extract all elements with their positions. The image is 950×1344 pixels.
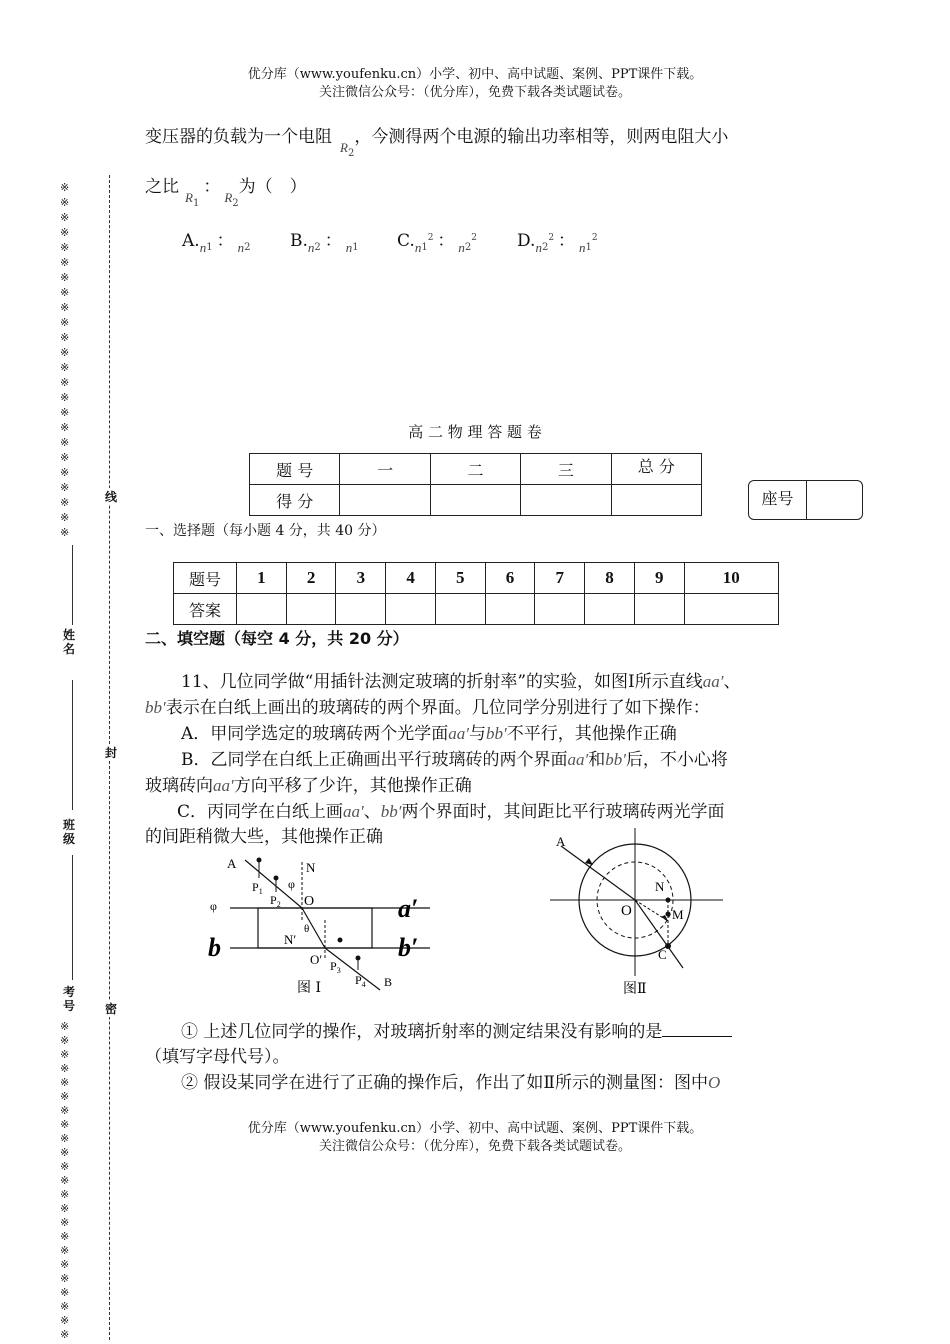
label-p3: $P_3$ [330,959,341,975]
margin-xian: 线 [105,490,118,504]
var-r: R [340,140,348,155]
colon: ： [324,231,342,251]
answer-table [173,562,779,625]
option-d[interactable] [517,226,598,256]
answer-cell[interactable] [535,594,585,625]
seat-input[interactable] [807,481,862,519]
pin-p3 [338,938,343,943]
var-sub: 1 [352,242,359,253]
var-sub: 2 [232,198,239,209]
var-sub: 2 [347,148,355,159]
answer-header-label: 题号 [174,563,237,594]
answer-cell[interactable] [435,594,485,625]
answer-cell[interactable] [286,594,336,625]
var-n: n [307,240,315,255]
score-input-cell[interactable] [430,485,520,516]
q11-text: 后，不小心将 [625,750,728,770]
q11-body [145,669,825,850]
colon: ： [558,231,576,251]
score-table [249,453,702,516]
label-p4: $P_4$ [355,973,366,989]
margin-class-label: 班级 [63,818,76,846]
label-phi: φ [288,877,295,891]
q11-option-c-line2: 的间距稍微大些，其他操作正确 [145,827,383,847]
option-label: B. [290,231,308,251]
label-a: A [227,856,237,871]
label-phi-left: φ [210,899,217,913]
label-p1: $P_1$ [252,880,263,896]
score-header-cell: 题 号 [250,454,340,485]
question-number: 2 [286,563,336,594]
score-header-cell: 二 [430,454,520,485]
score-input-cell[interactable] [611,485,701,516]
var-bb: bb′ [380,802,402,821]
q11-text: 不平行，其他操作正确 [506,724,677,744]
question-number: 3 [336,563,386,594]
var-aa: aa′ [702,672,724,691]
var-aa: aa′ [213,776,234,795]
q11-option-b-line2 [145,773,825,799]
footer-line-1: 优分库（www.youfenku.cn）小学、初中、高中试题、案例、PPT课件下载。 [247,1121,703,1136]
label-c: C [658,947,667,962]
q11-text: A．甲同学选定的玻璃砖两个光学面 [181,724,449,744]
margin-stars-top: ※※※※※※※※※※※※※※※※※※※※※※※※ [60,181,70,539]
answer-cell[interactable] [386,594,436,625]
figure-2 [545,826,735,998]
point-m [666,912,671,917]
question-number: 4 [386,563,436,594]
margin-name-label: 姓名 [63,628,76,656]
var-n: n [458,240,465,255]
sub-question-1 [145,1020,825,1045]
var-n: n [345,240,353,255]
question-number: 6 [485,563,535,594]
q10-paren: 为（ ） [238,177,307,197]
margin-rule [72,680,73,810]
var-sub: 2 [244,242,251,253]
score-input-cell[interactable] [340,485,430,516]
margin-rule [72,545,73,625]
label-b-point: B [384,975,393,989]
q11-text: ① 上述几位同学的操作，对玻璃折射率的测定结果没有影响的是 [181,1022,663,1042]
option-b[interactable] [290,226,359,256]
label-m: M [672,907,684,922]
answer-row-label: 答案 [174,594,237,625]
q11-option-c [145,799,825,825]
var-n: n [414,240,422,255]
header-line-1: 优分库（www.youfenku.cn）小学、初中、高中试题、案例、PPT课件下载。 [247,67,703,82]
answer-cell[interactable] [684,594,778,625]
option-label: D. [517,231,536,251]
var-n: n [579,240,586,255]
option-label: A. [182,231,200,251]
var-sub: 1 [421,242,428,253]
q11-text: 和 [588,750,606,770]
seat-box [748,480,863,520]
answer-cell[interactable] [485,594,535,625]
answer-blank[interactable] [662,1022,732,1037]
q11-text: B．乙同学在白纸上正确画出平行玻璃砖的两个界面 [181,750,568,770]
score-input-cell[interactable] [521,485,611,516]
sub-question-1-line2: （填写字母代号）。 [145,1047,290,1067]
point-n [666,898,671,903]
q11-line2 [145,695,825,721]
figure-1 [200,850,450,1000]
q10-text: 之比 [145,177,179,197]
var-aa: aa′ [448,724,469,743]
label-n-prime: N′ [284,932,297,947]
margin-exam-number-label: 考号 [63,985,76,1013]
punct: 、 [723,672,741,692]
q11-text: 玻璃砖向 [145,776,213,796]
label-b-prime: b′ [398,933,419,962]
margin-rule [72,855,73,980]
footer-line-2: 关注微信公众号：（优分库），免费下载各类试题试卷。 [318,1139,631,1154]
label-o-prime: O′ [310,952,323,967]
section-2-title: 二、填空题（每空 4 分，共 20 分） [145,629,409,648]
q11-text: 表示在白纸上画出的玻璃砖的两个界面。几位同学分别进行了如下操作： [165,698,710,718]
score-header-cell: 总 分 [611,454,701,485]
var-sub: 2 [541,242,549,253]
var-aa: aa′ [567,750,589,769]
var-sub: 1 [192,198,200,209]
q10-text: 变压器的负载为一个电阻 [145,127,332,147]
var-sup: 2 [548,233,555,243]
option-label: C. [397,231,415,251]
question-number: 7 [535,563,585,594]
q10-line1 [145,122,825,159]
score-row-label: 得 分 [250,485,340,516]
label-b: b [208,933,221,962]
glass-block [258,908,372,948]
section-1-title: 一、选择题（每小题 4 分，共 40 分） [145,523,386,539]
seat-label: 座号 [749,481,807,519]
score-header-cell: 三 [521,454,611,485]
colon: ： [216,231,234,251]
figure-2-caption: 图Ⅱ [623,981,647,997]
question-number: 5 [435,563,485,594]
q11-option-a [145,721,825,747]
option-c[interactable] [397,226,477,256]
question-number: 1 [237,563,287,594]
var-r1: R [185,190,193,205]
var-sub: 1 [585,242,592,253]
label-n: N [655,879,665,894]
q11-option-b [145,747,825,773]
score-header-cell: 一 [340,454,430,485]
label-n: N [306,860,316,875]
colon: ： [437,231,455,251]
question-number: 9 [634,563,684,594]
q10-text-after: ，今测得两个电源的输出功率相等，则两电阻大小 [354,127,729,147]
answer-sheet-title: 高 二 物 理 答 题 卷 [408,423,542,441]
var-sub: 2 [314,242,321,253]
q11-text: 方向平移了少许，其他操作正确 [233,776,472,796]
margin-stars-bottom: ※※※※※※※※※※※※※※※※※※※※※※※ [60,1020,70,1341]
answer-cell[interactable] [237,594,287,625]
q11-text: ② 假设某同学在进行了正确的操作后，作出了如Ⅱ所示的测量图：图中 [181,1073,708,1093]
label-o: O [304,894,315,909]
answer-cell[interactable] [634,594,684,625]
margin-mi: 密 [105,1002,118,1016]
var-r2: R [224,190,233,205]
colon: ： [203,177,221,197]
var-sup: 2 [471,233,478,243]
answer-cell[interactable] [336,594,386,625]
q11-text: 11、几位同学做“用插针法测定玻璃的折射率”的实验，如图Ⅰ所示直线 [181,672,703,692]
question-number: 8 [585,563,635,594]
q10-line2 [145,172,307,209]
label-theta: θ [304,923,310,935]
q10-options [0,226,950,256]
q11-text: 与 [469,724,486,744]
q11-text: 两个界面时，其间距比平行玻璃砖两光学面 [401,802,725,822]
label-a: A [556,834,566,849]
answer-cell[interactable] [585,594,635,625]
q11-subquestions [145,1020,825,1096]
question-number: 10 [684,563,778,594]
sub-question-2 [145,1070,825,1096]
label-o: O [621,903,632,919]
q11-line1 [145,669,825,695]
punct: 、 [363,802,381,822]
var-bb: bb′ [145,698,166,717]
var-sub: 1 [206,242,213,253]
var-n: n [199,240,207,255]
var-n: n [535,240,542,255]
figure-1-caption: 图 I [297,980,321,996]
var-sub: 2 [464,242,472,253]
var-aa: aa′ [343,802,364,821]
var-o: O [707,1073,721,1092]
header-line-2: 关注微信公众号：（优分库），免费下载各类试题试卷。 [318,85,631,100]
var-sup: 2 [591,233,598,243]
var-bb: bb′ [486,724,507,743]
var-sup: 2 [427,233,434,243]
var-n: n [237,240,245,255]
label-a-prime: a′ [398,894,419,923]
q11-text: C．丙同学在白纸上画 [177,802,344,822]
label-p2: $P_2$ [270,893,281,909]
margin-feng: 封 [105,746,118,760]
option-a[interactable] [182,226,250,256]
var-bb: bb′ [605,750,626,769]
